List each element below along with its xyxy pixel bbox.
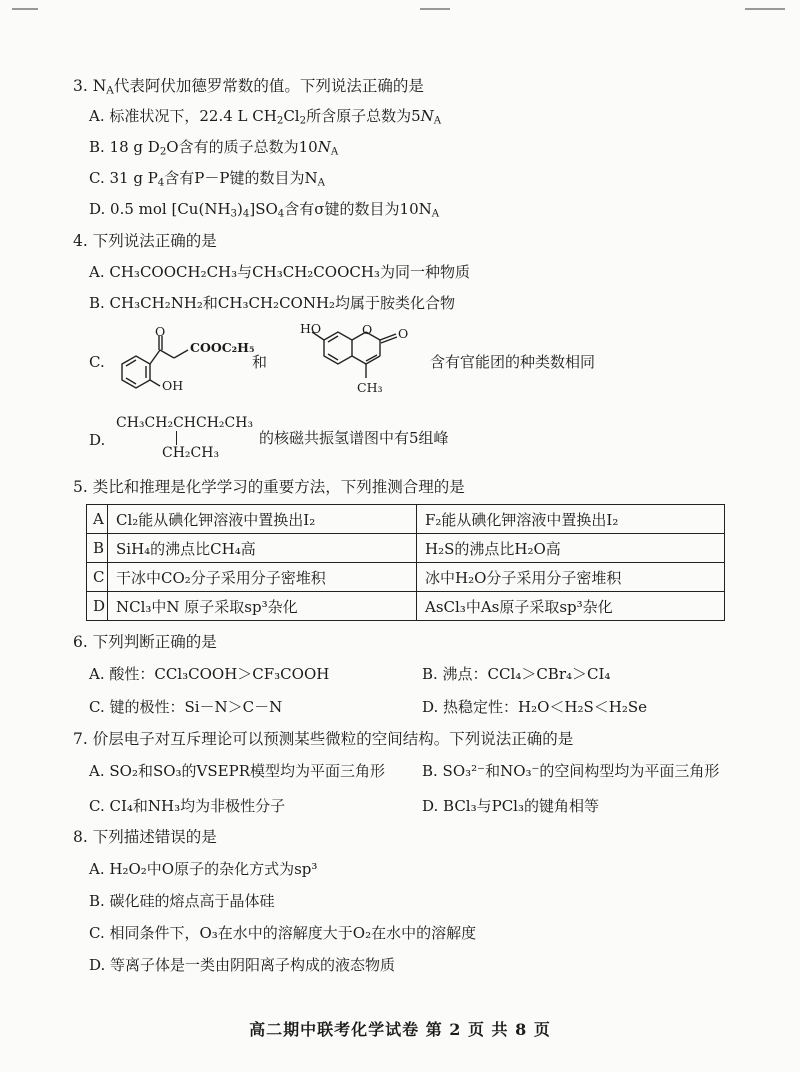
q5-row-label: D [87,592,108,621]
q4-mol1-ketone-o: O [155,324,166,339]
q4-option-c-label: C. [89,353,105,371]
q4-mol1-oh: OH [162,378,184,393]
q8-option-a: A. H₂O₂中O原子的杂化方式为sp³ [89,860,318,878]
q4-mol2-ho: HO [300,321,322,336]
q4-mol2-ch3: CH₃ [357,380,383,395]
table-row [87,534,725,563]
q3-option-b: B. 18 g $D_2O$含有的质子总数为$10N_A$ [89,138,339,158]
q4-option-c-and: 和 [252,353,268,371]
q5-row-label: A [87,505,108,534]
table-row [87,505,725,534]
q4-option-d-main-chain: CH₃CH₂CHCH₂CH₃ [116,415,254,431]
q6-option-d: D. 热稳定性：H₂O＜H₂S＜H₂Se [422,698,648,716]
q4-option-a: A. CH₃COOCH₂CH₃与CH₃CH₂COOCH₃为同一种物质 [89,263,470,281]
q5-row-left: NCl₃中N 原子采取sp³杂化 [108,592,417,621]
q6-option-a: A. 酸性：CCl₃COOH＞CF₃COOH [89,665,330,683]
table-row [87,563,725,592]
q4-mol2-carbonyl-o: O [398,326,409,341]
page-footer: 高二期中联考化学试卷 第 2 页 共 8 页 [249,1020,551,1039]
scan-edge-marks [0,8,800,14]
q5-row-left: Cl₂能从碘化钾溶液中置换出I₂ [108,505,417,534]
q7-option-b: B. SO₃²⁻和NO₃⁻的空间构型均为平面三角形 [422,762,720,780]
q7-option-a: A. SO₂和SO₃的VSEPR模型均为平面三角形 [89,762,385,780]
q8-option-c: C. 相同条件下，O₃在水中的溶解度大于O₂在水中的溶解度 [89,924,477,942]
q7-stem: 7. 价层电子对互斥理论可以预测某些微粒的空间结构。下列说法正确的是 [73,730,574,748]
q7-option-c: C. CI₄和NH₃均为非极性分子 [89,797,286,815]
q3-option-c: C. 31 g $P_4$含有P－P键的数目为$N_A$ [89,169,325,189]
q5-row-right: AsCl₃中As原子采取sp³杂化 [417,592,725,621]
q5-row-label: C [87,563,108,592]
q4-option-c-text: 含有官能团的种类数相同 [430,353,596,371]
q5-row-right: F₂能从碘化钾溶液中置换出I₂ [417,505,725,534]
q8-stem: 8. 下列描述错误的是 [73,828,217,846]
q3-option-d: D. 0.5 mol $[Cu(NH_3)_4]SO_4$含有σ键的数目为$10N_A$ [89,200,440,220]
q5-row-right: H₂S的沸点比H₂O高 [417,534,725,563]
q6-option-c: C. 键的极性：Si－N＞C－N [89,698,283,716]
q8-option-b: B. 碳化硅的熔点高于晶体硅 [89,892,275,910]
q5-stem: 5. 类比和推理是化学学习的重要方法，下列推测合理的是 [73,478,465,496]
q4-stem: 4. 下列说法正确的是 [73,232,217,250]
q3-option-a: A. 标准状况下，22.4 L $CH_2Cl_2$所含原子总数为$5N_A$ [89,107,442,127]
q7-option-d: D. BCl₃与PCl₃的键角相等 [422,797,599,815]
q5-table [86,504,725,621]
table-row [87,592,725,621]
q4-option-d-text: 的核磁共振氢谱图中有5组峰 [259,429,449,447]
q4-option-b: B. CH₃CH₂NH₂和CH₃CH₂CONH₂均属于胺类化合物 [89,294,456,312]
q8-option-d: D. 等离子体是一类由阴阳离子构成的液态物质 [89,956,396,974]
q4-mol2-ring-o: O [362,322,373,337]
q6-option-b: B. 沸点：CCl₄＞CBr₄＞CI₄ [422,665,611,683]
q4-option-d-branch: CH₂CH₃ [162,445,220,461]
q6-stem: 6. 下列判断正确的是 [73,633,217,651]
q3-stem: 3. $N_A$代表阿伏加德罗常数的值。下列说法正确的是 [73,77,424,97]
q4-mol1-ester: COOC₂H₅ [190,340,255,355]
q5-row-left: SiH₄的沸点比CH₄高 [108,534,417,563]
q5-row-label: B [87,534,108,563]
q4-option-d-label: D. [89,431,106,449]
q5-row-right: 冰中H₂O分子采用分子密堆积 [417,563,725,592]
q5-row-left: 干冰中CO₂分子采用分子密堆积 [108,563,417,592]
